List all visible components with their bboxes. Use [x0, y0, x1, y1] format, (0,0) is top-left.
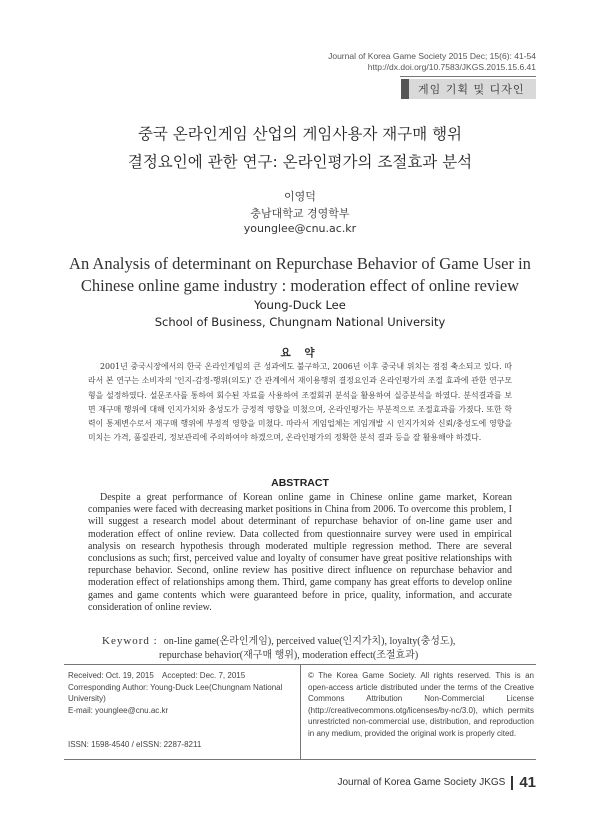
keywords-label: Keyword :	[102, 635, 158, 647]
korean-title-line1: 중국 온라인게임 산업의 게임사용자 재구매 행위	[137, 125, 463, 143]
accepted-date: Accepted: Dec. 7, 2015	[162, 671, 246, 680]
issn: ISSN: 1598-4540 / eISSN: 2287-8211	[68, 740, 202, 749]
english-abstract-body: Despite a great performance of Korean online game in Chinese online game market, Korean companies were faced with decreasing market positions in China from 2006. To overcome this problem, I will suggest a research model about determinant of repurchase behavior of on-line game user and moderation effect of online review. Data collected from questionnaire survey were used in empirical analysis on research hypothesis through moderated multiple regression method. There are several conclusions as such; first, perceived value and loyalty of consumer have great positive relationships with repurchase behavior. Second, online review has positive direct influence on repurchase behavior and moderation effect of relationships among them. Third, game company has great efforts to develop online games and game contents which were guaranteed before in price, quality, information, and accurate consideration of online review.	[88, 492, 512, 613]
footnote-left	[68, 670, 298, 751]
author-email: younglee@cnu.ac.kr	[243, 222, 357, 235]
corresponding-author: Corresponding Author: Young-Duck Lee(Chungnam National University)	[68, 682, 283, 703]
korean-author-affiliation: 충남대학교 경영학부	[250, 207, 350, 220]
keywords-line1: on-line game(온라인게임), perceived value(인지가치), loyalty(충성도),	[163, 636, 456, 647]
section-badge	[401, 79, 536, 99]
keywords	[102, 635, 455, 662]
english-title-line2: Chinese online game industry : moderation effect of online review	[80, 276, 520, 295]
keywords-line2: repurchase behavior(재구매 행위), moderation effect(조절효과)	[159, 649, 419, 661]
page-footer	[337, 774, 536, 791]
korean-author-name: 이영덕	[284, 190, 316, 203]
korean-abstract-body: 2001년 중국시장에서의 한국 온라인게임의 큰 성과에도 불구하고, 2006년 이후 중국내 위치는 점점 축소되고 있다. 따라서 본 연구는 소비자의 '인지-감정-행위(의도)' 간 관계에서 재이용행위 결정요인과 온라인평가의 조절 효과에 관한 연구모형을 설정하였다. 설문조사를 통하여 회수된 자료를 사용하여 조절회귀 분석을 활용하여 실증분석을 하였다. 분석결과를 보면 재구매 행위에 대해 인지가치와 충성도가 긍정적 영향을 미쳤으며, 온라인평가는 부분적으로 조절효과를 가졌다. 또한 학력이 통제변수로서 재구매 행위에 부정적 영향을 미쳤다. 따라서 게임업체는 게임개발 시 인지가치와 신뢰/충성도에 영향을 미치는 가격, 품질관리, 정보관리에 주의하여야 하겠으며, 온라인평가의 정확한 분석 결과 등을 잘 활용해야 하겠다.	[88, 362, 512, 443]
footer-separator	[511, 776, 513, 790]
footnote-email: E-mail: younglee@cnu.ac.kr	[68, 705, 169, 715]
journal-citation-line: Journal of Korea Game Society 2015 Dec; 15(6): 41-54	[328, 51, 536, 61]
page-number: 41	[519, 774, 536, 791]
badge-bar	[401, 79, 409, 99]
license-text: © The Korea Game Society. All rights reserved. This is an open-access article distributed under the terms of the Creative Commons Attribution Non-Commercial License (http://creativecommons.otg/licenses/by-nc/3.0), which permits unrestricted non-commercial use, distribution, and reproduction in any medium, provided the original work is properly cited.	[308, 671, 534, 738]
english-abstract-heading: ABSTRACT	[271, 477, 329, 489]
footnote-divider	[300, 664, 301, 760]
footer-journal: Journal of Korea Game Society JKGS	[337, 777, 506, 788]
korean-title-line2: 결정요인에 관한 연구: 온라인평가의 조절효과 분석	[127, 153, 473, 171]
english-author-affiliation: School of Business, Chungnam National University	[154, 315, 446, 329]
english-author-name: Young-Duck Lee	[254, 298, 346, 312]
korean-abstract-heading: 요 약	[280, 347, 320, 359]
received-date: Received: Oct. 19, 2015	[68, 671, 154, 680]
section-badge-label: 게임 기획 및 디자인	[418, 83, 525, 96]
english-title-line1: An Analysis of determinant on Repurchase Behavior of Game User in	[69, 254, 531, 273]
header-rule	[400, 76, 536, 77]
doi-line: http://dx.doi.org/10.7583/JKGS.2015.15.6.41	[367, 62, 536, 72]
